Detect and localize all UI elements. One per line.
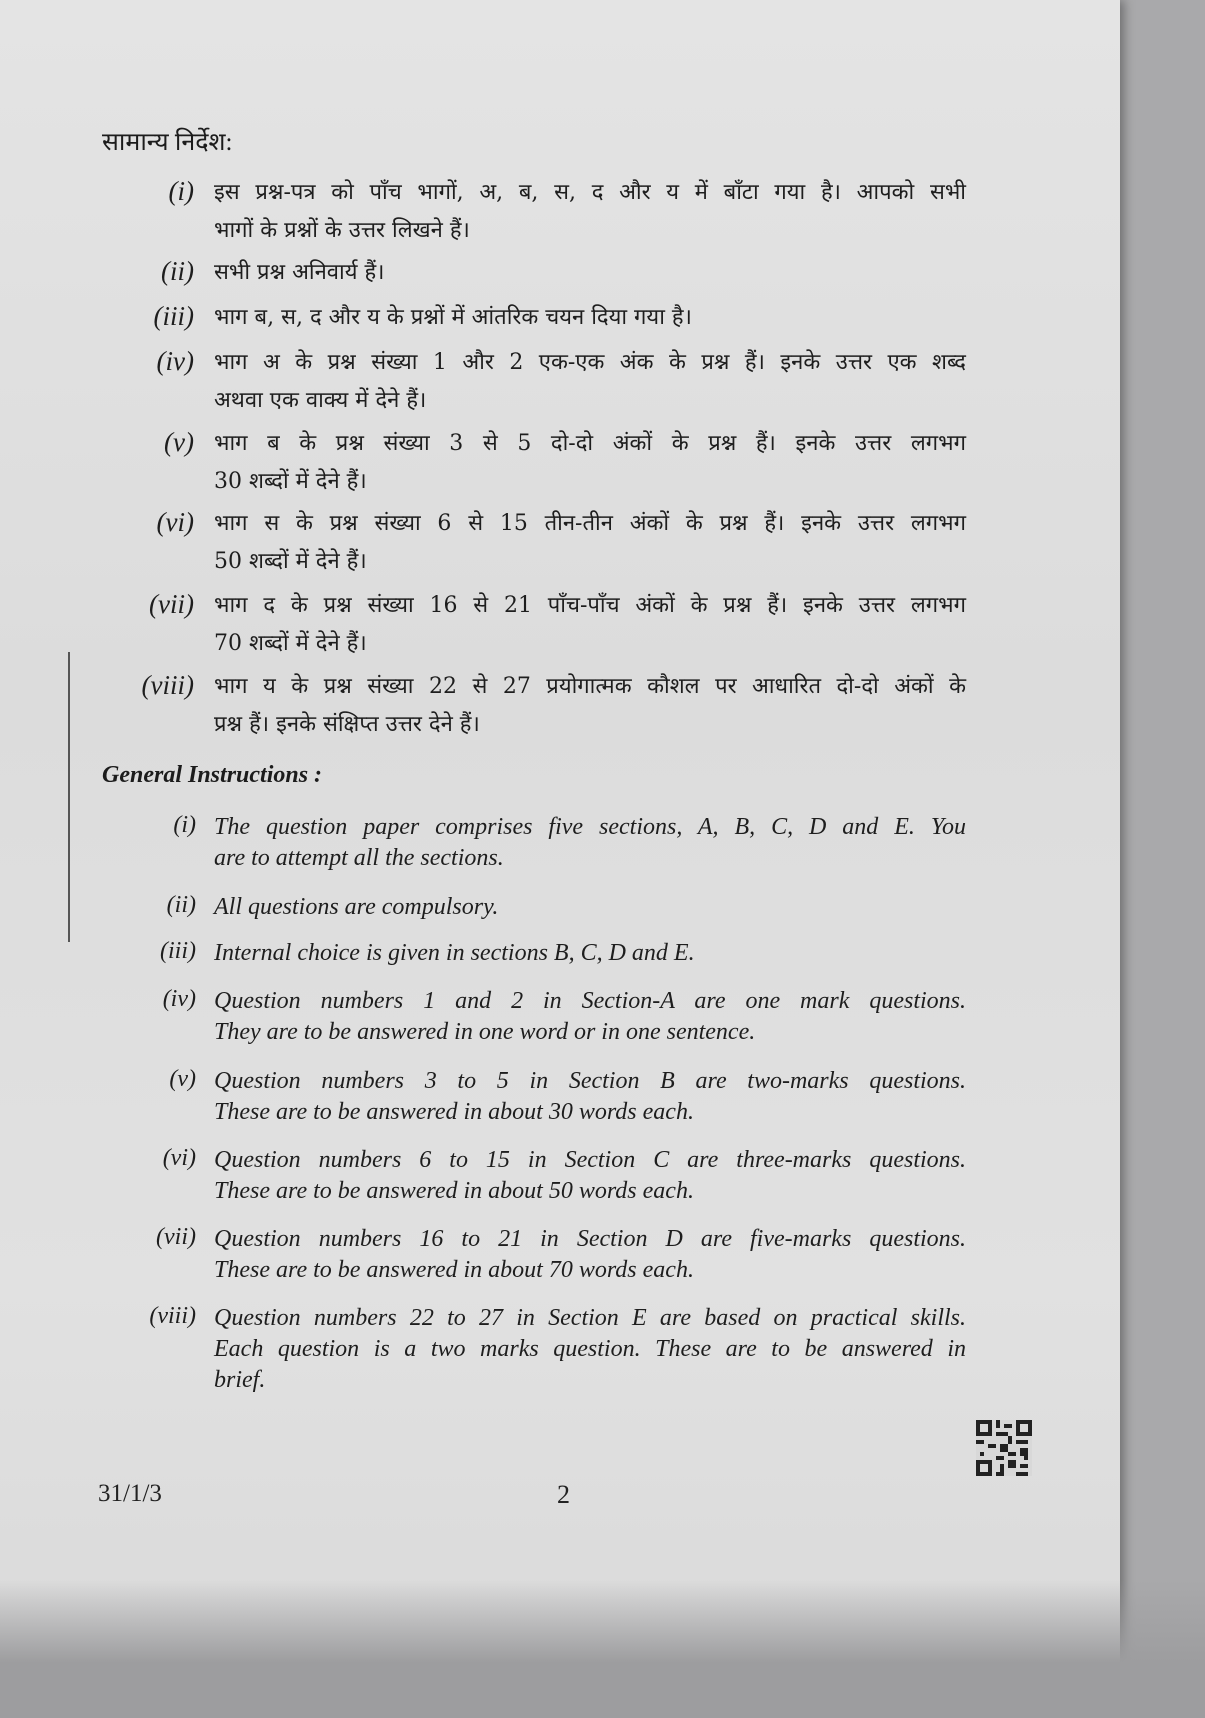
- instruction-line: भाग अ के प्रश्न संख्या 1 और 2 एक-एक अंक के प्रश्न हैं। इनके उत्तर एक शब्द: [214, 350, 966, 375]
- instruction-line: They are to be answered in one word or in one sentence.: [214, 1019, 756, 1045]
- instruction-line: इस प्रश्न-पत्र को पाँच भागों, अ, ब, स, द और य में बाँटा गया है। आपको सभी: [214, 180, 966, 205]
- item-number: (v): [164, 427, 194, 457]
- qr-code-icon: [976, 1420, 1032, 1476]
- hindi-instructions-heading: सामान्य निर्देश:: [102, 129, 233, 156]
- page-number: 2: [557, 1480, 570, 1509]
- instruction-line: All questions are compulsory.: [214, 894, 499, 920]
- instruction-line: are to attempt all the sections.: [214, 845, 504, 871]
- instruction-line: Question numbers 6 to 15 in Section C are three-marks questions.: [214, 1147, 966, 1173]
- item-number: (iii): [153, 301, 194, 331]
- item-number: (viii): [141, 670, 194, 700]
- item-number: (viii): [149, 1303, 196, 1329]
- instruction-line: These are to be answered in about 50 words each.: [214, 1178, 694, 1204]
- instruction-line: Question numbers 22 to 27 in Section E are based on practical skills.: [214, 1305, 966, 1331]
- instruction-line: The question paper comprises five sections, A, B, C, D and E. You: [214, 814, 966, 840]
- instruction-line: 50 शब्दों में देने हैं।: [214, 549, 367, 574]
- instruction-line: These are to be answered in about 70 words each.: [214, 1257, 694, 1283]
- instruction-line: भाग ब के प्रश्न संख्या 3 से 5 दो-दो अंकों के प्रश्न हैं। इनके उत्तर लगभग: [214, 431, 966, 456]
- instruction-line: अथवा एक वाक्य में देने हैं।: [214, 388, 427, 413]
- instruction-line: भाग द के प्रश्न संख्या 16 से 21 पाँच-पाँच अंकों के प्रश्न हैं। इनके उत्तर लगभग: [214, 593, 966, 618]
- instruction-line: प्रश्न हैं। इनके संक्षिप्त उत्तर देने हैं।: [214, 712, 480, 737]
- instruction-line: भाग ब, स, द और य के प्रश्नों में आंतरिक चयन दिया गया है।: [214, 305, 692, 330]
- instruction-line: Question numbers 1 and 2 in Section-A are one mark questions.: [214, 988, 966, 1014]
- instruction-line: 30 शब्दों में देने हैं।: [214, 469, 367, 494]
- item-number: (iv): [156, 346, 194, 376]
- instruction-line: भाग स के प्रश्न संख्या 6 से 15 तीन-तीन अंकों के प्रश्न हैं। इनके उत्तर लगभग: [214, 511, 966, 536]
- paper-code: 31/1/3: [98, 1480, 162, 1507]
- instruction-line: Question numbers 3 to 5 in Section B are two-marks questions.: [214, 1068, 966, 1094]
- instruction-line: Question numbers 16 to 21 in Section D are five-marks questions.: [214, 1226, 966, 1252]
- margin-pencil-mark: [68, 652, 70, 942]
- item-number: (i): [173, 812, 196, 838]
- instruction-line: brief.: [214, 1367, 266, 1393]
- item-number: (ii): [161, 256, 194, 286]
- general-instructions-heading: General Instructions :: [102, 762, 323, 788]
- item-number: (i): [168, 176, 194, 206]
- instruction-line: सभी प्रश्न अनिवार्य हैं।: [214, 260, 385, 285]
- item-number: (vii): [156, 1224, 196, 1250]
- item-number: (iii): [160, 938, 196, 964]
- instruction-line: भाग य के प्रश्न संख्या 22 से 27 प्रयोगात्मक कौशल पर आधारित दो-दो अंकों के: [214, 674, 966, 699]
- item-number: (v): [169, 1066, 196, 1092]
- item-number: (vi): [156, 507, 194, 537]
- instruction-line: These are to be answered in about 30 words each.: [214, 1099, 694, 1125]
- item-number: (vi): [162, 1145, 196, 1171]
- instruction-line: Internal choice is given in sections B, C, D and E.: [214, 940, 695, 966]
- item-number: (vii): [149, 589, 194, 619]
- item-number: (iv): [162, 986, 196, 1012]
- item-number: (ii): [166, 892, 196, 918]
- instruction-line: Each question is a two marks question. These are to be answered in: [214, 1336, 966, 1362]
- instruction-line: भागों के प्रश्नों के उत्तर लिखने हैं।: [214, 218, 470, 243]
- instruction-line: 70 शब्दों में देने हैं।: [214, 631, 367, 656]
- scan-shadow: [0, 1580, 1205, 1718]
